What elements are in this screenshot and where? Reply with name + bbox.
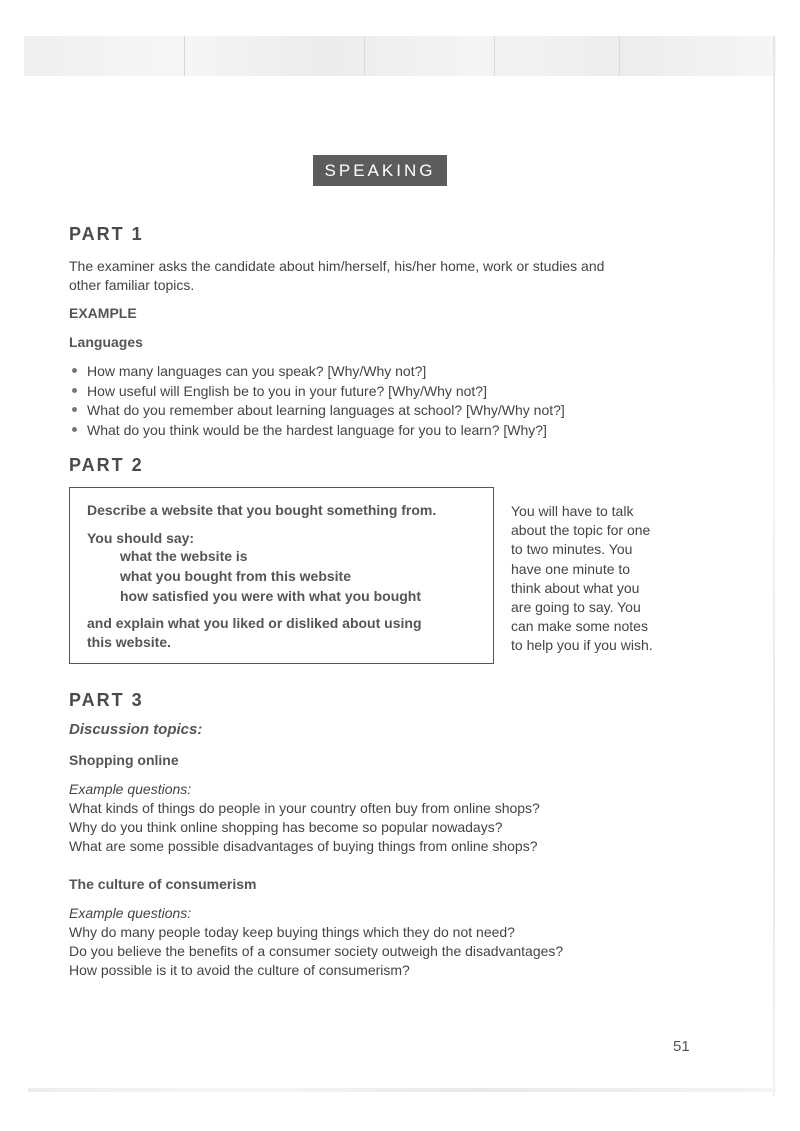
question-text: What do you think would be the hardest language for you to learn? [Why?] <box>87 421 547 438</box>
scan-seam <box>494 36 495 76</box>
part1-intro-line1: The examiner asks the candidate about him/herself, his/her home, work or studies and <box>69 258 605 274</box>
instruction-line: You will have to talk <box>511 503 634 519</box>
list-item <box>69 382 565 402</box>
part1-heading: PART 1 <box>69 224 144 244</box>
cue-card-title: Describe a website that you bought something from. <box>87 502 437 518</box>
bullet-icon <box>72 368 77 373</box>
scan-seam <box>619 36 620 76</box>
instruction-line: have one minute to <box>511 560 631 577</box>
part1-question-list <box>69 362 565 440</box>
bullet-icon <box>72 427 77 432</box>
cue-card <box>69 487 494 664</box>
example-questions-label: Example questions: <box>69 781 192 797</box>
part2-instructions <box>511 502 681 656</box>
part1-intro-line2: other familiar topics. <box>69 277 195 293</box>
scan-right-edge <box>773 36 775 1096</box>
part1-example-label: EXAMPLE <box>69 305 137 321</box>
discussion-question: Why do many people today keep buying things which they do not need? <box>69 924 515 940</box>
cue-card-point: what you bought from this website <box>120 568 351 584</box>
instruction-line: are going to say. You <box>511 599 641 616</box>
scan-seam <box>364 36 365 76</box>
part1-topic: Languages <box>69 334 143 350</box>
question-text: What do you remember about learning languages at school? [Why/Why not?] <box>87 402 565 418</box>
page-title: SPEAKING <box>313 155 447 186</box>
bullet-icon <box>72 407 77 412</box>
scan-top-strip <box>24 36 776 76</box>
cue-card-should-say: You should say: <box>87 530 195 546</box>
cue-card-point: how satisfied you were with what you bought <box>120 588 422 604</box>
discussion-question: What kinds of things do people in your country often buy from online shops? <box>69 800 540 816</box>
scan-bottom-edge <box>28 1088 776 1092</box>
cue-card-explain-line2: this website. <box>87 634 172 650</box>
instruction-line: think about what you <box>511 579 640 596</box>
scan-seam <box>184 36 185 76</box>
part2-heading: PART 2 <box>69 455 144 475</box>
discussion-question: What are some possible disadvantages of buying things from online shops? <box>69 838 538 854</box>
instruction-line: about the topic for one <box>511 522 651 539</box>
question-text: How useful will English be to you in your future? [Why/Why not?] <box>87 382 487 399</box>
cue-card-point: what the website is <box>120 548 248 564</box>
part3-heading: PART 3 <box>69 690 144 710</box>
list-item <box>69 421 565 441</box>
topic-title-shopping-online: Shopping online <box>69 752 179 768</box>
topic-title-consumerism: The culture of consumerism <box>69 876 257 892</box>
discussion-topics-label: Discussion topics: <box>69 721 203 738</box>
discussion-question: Why do you think online shopping has become so popular nowadays? <box>69 819 503 835</box>
cue-card-explain-line1: and explain what you liked or disliked about using <box>87 615 422 631</box>
question-text: How many languages can you speak? [Why/Why not?] <box>87 363 427 379</box>
page-number: 51 <box>673 1038 690 1055</box>
discussion-question: Do you believe the benefits of a consumer society outweigh the disadvantages? <box>69 943 564 959</box>
discussion-question: How possible is it to avoid the culture of consumerism? <box>69 962 410 978</box>
list-item <box>69 401 565 421</box>
instruction-line: to help you if you wish. <box>511 637 653 654</box>
bullet-icon <box>72 388 77 393</box>
example-questions-label: Example questions: <box>69 905 192 921</box>
instruction-line: can make some notes <box>511 618 648 635</box>
instruction-line: to two minutes. You <box>511 541 633 558</box>
list-item <box>69 362 565 382</box>
